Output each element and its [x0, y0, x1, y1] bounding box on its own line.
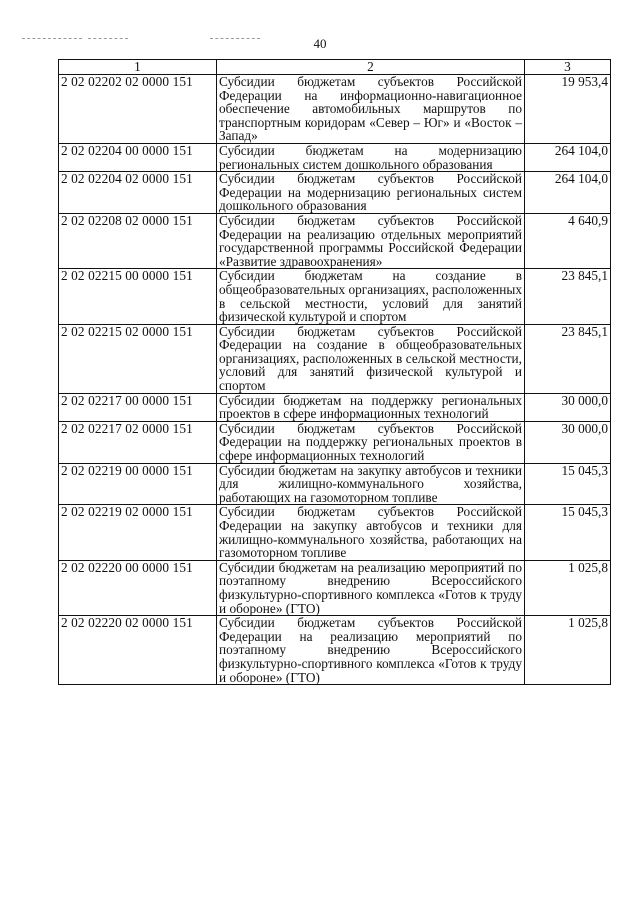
budget-code-cell: 2 02 02208 02 0000 151	[59, 213, 217, 268]
budget-code-cell: 2 02 02217 00 0000 151	[59, 393, 217, 421]
header-row	[59, 60, 611, 75]
budget-code-cell: 2 02 02219 02 0000 151	[59, 505, 217, 560]
budget-code-cell: 2 02 02204 02 0000 151	[59, 172, 217, 214]
column-header-description: 2	[217, 60, 525, 75]
description-cell: Субсидии бюджетам субъектов Российской Федерации на поддержку региональных проектов в сфере информационных технологий	[217, 421, 525, 463]
amount-cell: 23 845,1	[525, 324, 611, 393]
budget-code-cell: 2 02 02215 00 0000 151	[59, 269, 217, 324]
amount-cell: 264 104,0	[525, 143, 611, 171]
amount-cell: 19 953,4	[525, 75, 611, 144]
page-number: 40	[313, 36, 327, 51]
amount-cell: 23 845,1	[525, 269, 611, 324]
table-row	[59, 324, 611, 393]
budget-code-cell: 2 02 02219 00 0000 151	[59, 463, 217, 505]
table-row	[59, 172, 611, 214]
table-row	[59, 75, 611, 144]
description-cell: Субсидии бюджетам на поддержку региональных проектов в сфере информационных технологий	[217, 393, 525, 421]
table-row	[59, 560, 611, 615]
budget-code-cell: 2 02 02220 00 0000 151	[59, 560, 217, 615]
amount-cell: 15 045,3	[525, 463, 611, 505]
column-header-code: 1	[59, 60, 217, 75]
amount-cell: 264 104,0	[525, 172, 611, 214]
budget-code-cell: 2 02 02220 02 0000 151	[59, 616, 217, 685]
table-row	[59, 143, 611, 171]
budget-code-cell: 2 02 02202 02 0000 151	[59, 75, 217, 144]
amount-cell: 30 000,0	[525, 421, 611, 463]
description-cell: Субсидии бюджетам субъектов Российской Федерации на закупку автобусов и техники для жилищно-коммунального хозяйства, работающих на газомоторном топливе	[217, 505, 525, 560]
table-row	[59, 393, 611, 421]
amount-cell: 30 000,0	[525, 393, 611, 421]
amount-cell: 1 025,8	[525, 616, 611, 685]
budget-code-cell: 2 02 02217 02 0000 151	[59, 421, 217, 463]
amount-cell: 1 025,8	[525, 560, 611, 615]
table-row	[59, 616, 611, 685]
description-cell: Субсидии бюджетам субъектов Российской Федерации на реализацию мероприятий по поэтапному внедрению Всероссийского физкультурно-спортивного комплекса «Готов к труду и обороне» (ГТО)	[217, 616, 525, 685]
amount-cell: 4 640,9	[525, 213, 611, 268]
table-row	[59, 463, 611, 505]
description-cell: Субсидии бюджетам на модернизацию региональных систем дошкольного образования	[217, 143, 525, 171]
description-cell: Субсидии бюджетам субъектов Российской Федерации на информационно-навигационное обеспечение автомобильных маршрутов по транспортным коридорам «Север – Юг» и «Восток – Запад»	[217, 75, 525, 144]
budget-table	[58, 59, 611, 685]
description-cell: Субсидии бюджетам на создание в общеобразовательных организациях, расположенных в сельской местности, условий для занятий физической культурой и спортом	[217, 269, 525, 324]
amount-cell: 15 045,3	[525, 505, 611, 560]
description-cell: Субсидии бюджетам субъектов Российской Федерации на реализацию отдельных мероприятий государственной программы Российской Федерации «Развитие здравоохранения»	[217, 213, 525, 268]
table-row	[59, 505, 611, 560]
description-cell: Субсидии бюджетам субъектов Российской Федерации на модернизацию региональных систем дошкольного образования	[217, 172, 525, 214]
table-row	[59, 421, 611, 463]
description-cell: Субсидии бюджетам на реализацию мероприятий по поэтапному внедрению Всероссийского физкультурно-спортивного комплекса «Готов к труду и обороне» (ГТО)	[217, 560, 525, 615]
description-cell: Субсидии бюджетам на закупку автобусов и техники для жилищно-коммунального хозяйства, работающих на газомоторном топливе	[217, 463, 525, 505]
budget-code-cell: 2 02 02204 00 0000 151	[59, 143, 217, 171]
budget-code-cell: 2 02 02215 02 0000 151	[59, 324, 217, 393]
table-row	[59, 213, 611, 268]
description-cell: Субсидии бюджетам субъектов Российской Федерации на создание в общеобразовательных организациях, расположенных в сельской местности, условий для занятий физической культурой и спортом	[217, 324, 525, 393]
column-header-amount: 3	[525, 60, 611, 75]
table-row	[59, 269, 611, 324]
